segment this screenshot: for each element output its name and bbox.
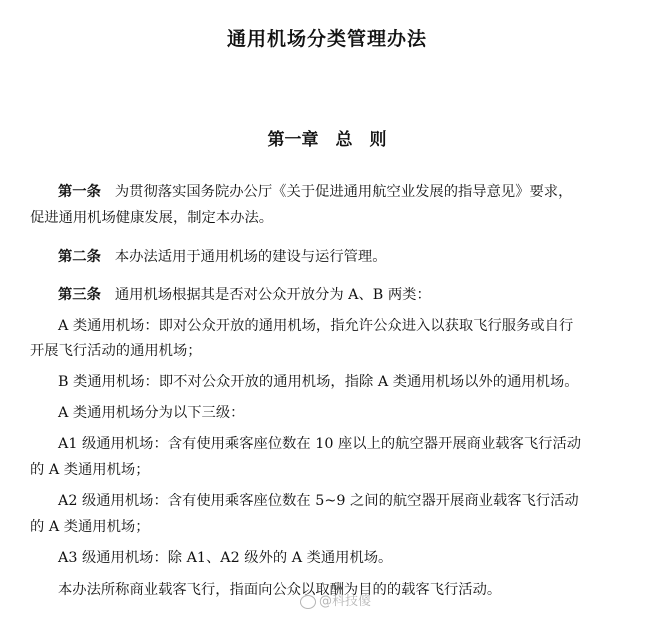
- article-label: 第二条: [58, 249, 101, 265]
- paragraph-a1-continuation: 的 A 类通用机场；: [30, 462, 150, 478]
- article-label: 第三条: [58, 287, 101, 303]
- paragraph-a3: A3 级通用机场：除 A1、A2 级外的 A 类通用机场。: [58, 550, 393, 566]
- paragraph-a-class: A 类通用机场：即对公众开放的通用机场，指允许公众进入以获取飞行服务或自行: [58, 318, 574, 334]
- article-label: 第一条: [58, 184, 101, 200]
- weibo-icon: [300, 595, 316, 609]
- watermark-text: @科技傻: [319, 594, 372, 609]
- chapter-title: 第一章 总 则: [267, 130, 387, 150]
- paragraph-a-levels: A 类通用机场分为以下三级：: [58, 405, 245, 421]
- paragraph-a2-continuation: 的 A 类通用机场；: [30, 519, 150, 535]
- paragraph-definition: 本办法所称商业载客飞行，指面向公众以取酬为目的的载客飞行活动。: [58, 582, 502, 598]
- article-text: 为贯彻落实国务院办公厅《关于促进通用航空业发展的指导意见》要求，: [114, 184, 573, 200]
- article-1: [58, 182, 638, 202]
- article-3: [58, 285, 638, 305]
- document-title: 通用机场分类管理办法: [226, 28, 427, 50]
- article-2: [58, 247, 638, 267]
- paragraph-a1: A1 级通用机场：含有使用乘客座位数在 10 座以上的航空器开展商业载客飞行活动: [58, 436, 582, 452]
- paragraph-a-class-continuation: 开展飞行活动的通用机场；: [30, 343, 202, 359]
- article-text: 本办法适用于通用机场的建设与运行管理。: [114, 249, 387, 265]
- paragraph-b-class: B 类通用机场：即不对公众开放的通用机场，指除 A 类通用机场以外的通用机场。: [58, 374, 579, 390]
- paragraph-a2: A2 级通用机场：含有使用乘客座位数在 5~9 之间的航空器开展商业载客飞行活动: [58, 493, 579, 509]
- article-1-continuation: 促进通用机场健康发展，制定本办法。: [30, 210, 274, 226]
- watermark: [300, 590, 371, 609]
- article-text: 通用机场根据其是否对公众开放分为 A、B 两类：: [114, 287, 431, 303]
